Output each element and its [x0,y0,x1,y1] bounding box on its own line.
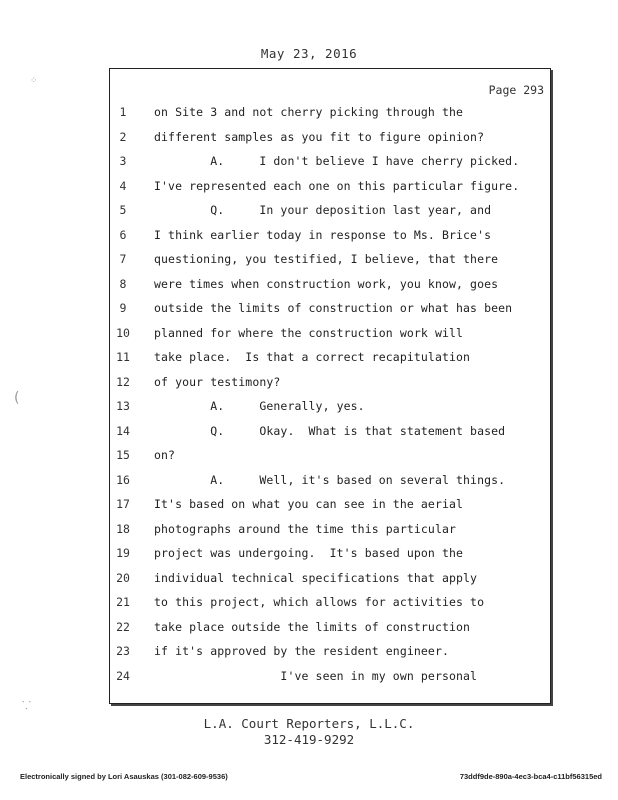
line-number: 7 [119,252,127,266]
transcript-line [0,179,618,197]
line-text: A. I don't believe I have cherry picked. [154,154,520,168]
line-text: take place outside the limits of construction [154,619,471,634]
line-text: different samples as you fit to figure opinion? [154,129,485,144]
transcript-line [0,497,618,515]
transcript-line [0,154,618,172]
transcript-line [0,228,618,246]
line-number: 4 [119,178,127,193]
line-number: 23 [116,644,130,658]
line-text: photographs around the time this particular [154,521,457,536]
line-text: A. Well, it's based on several things. [154,472,506,487]
transcript-line [0,571,618,589]
line-text: I've represented each one on this particular figure. [154,178,520,193]
court-reporter-phone: 312-419-9292 [263,732,355,747]
line-number: 20 [116,570,130,585]
transcript-line [0,130,618,148]
line-text: on Site 3 and not cherry picking through the [154,105,464,119]
line-text: on? [154,448,176,462]
transcript-line [0,448,618,466]
line-number: 22 [116,619,130,634]
transcript-line [0,301,618,319]
transcript-line [0,595,618,613]
line-text: questioning, you testified, I believe, that there [154,252,499,266]
line-number: 19 [116,546,130,560]
transcript-date: May 23, 2016 [260,46,358,61]
line-number: 9 [119,301,127,315]
line-number: 8 [119,276,127,291]
electronic-signature: Electronically signed by Lori Asauskas (301-082-609-9536) [20,772,228,781]
line-text: I've seen in my own personal [154,668,478,683]
transcript-line [0,522,618,540]
transcript-line [0,669,618,687]
line-number: 14 [116,423,130,438]
line-number: 11 [116,350,130,364]
line-text: I think earlier today in response to Ms. Brice's [154,227,492,242]
line-text: if it's approved by the resident engineer. [154,644,449,658]
line-text: project was undergoing. It's based upon the [154,546,464,560]
line-text: A. Generally, yes. [154,399,365,413]
line-number: 24 [116,668,130,683]
transcript-line [0,644,618,662]
court-reporter-name: L.A. Court Reporters, L.L.C. [203,716,415,731]
line-text: to this project, which allows for activities to [154,595,485,609]
line-text: Q. Okay. What is that statement based [154,423,506,438]
line-number: 5 [119,203,127,217]
line-number: 16 [116,472,130,487]
transcript-line [0,277,618,295]
line-text: individual technical specifications that apply [154,570,478,585]
transcript-line [0,105,618,123]
line-text: planned for where the construction work will [154,325,464,340]
line-text: of your testimony? [154,374,281,389]
line-number: 17 [116,497,130,511]
transcript-line [0,350,618,368]
transcript-line [0,473,618,491]
line-number: 13 [116,399,130,413]
line-number: 12 [116,374,130,389]
line-number: 1 [119,105,127,119]
line-text: Q. In your deposition last year, and [154,203,492,217]
scan-speck: ⸪ [22,699,32,712]
page-number: Page 293 [488,83,544,97]
transcript-line [0,424,618,442]
line-number: 21 [116,595,130,609]
line-number: 15 [116,448,130,462]
transcript-line [0,620,618,638]
document-hash: 73ddf9de-890a-4ec3-bca4-c11bf56315ed [459,772,602,781]
line-number: 3 [119,154,127,168]
scan-speck: ⁘ [30,76,38,86]
transcript-line [0,546,618,564]
line-text: It's based on what you can see in the aerial [154,497,464,511]
line-number: 2 [119,129,127,144]
transcript-line [0,326,618,344]
transcript-line [0,399,618,417]
line-text: take place. Is that a correct recapitulation [154,350,471,364]
line-text: were times when construction work, you know, goes [154,276,499,291]
line-number: 18 [116,521,130,536]
scan-speck: ( [14,390,20,406]
line-number: 6 [119,227,127,242]
line-text: outside the limits of construction or what has been [154,301,513,315]
line-number: 10 [116,325,130,340]
transcript-line [0,203,618,221]
transcript-line [0,252,618,270]
transcript-line [0,375,618,393]
